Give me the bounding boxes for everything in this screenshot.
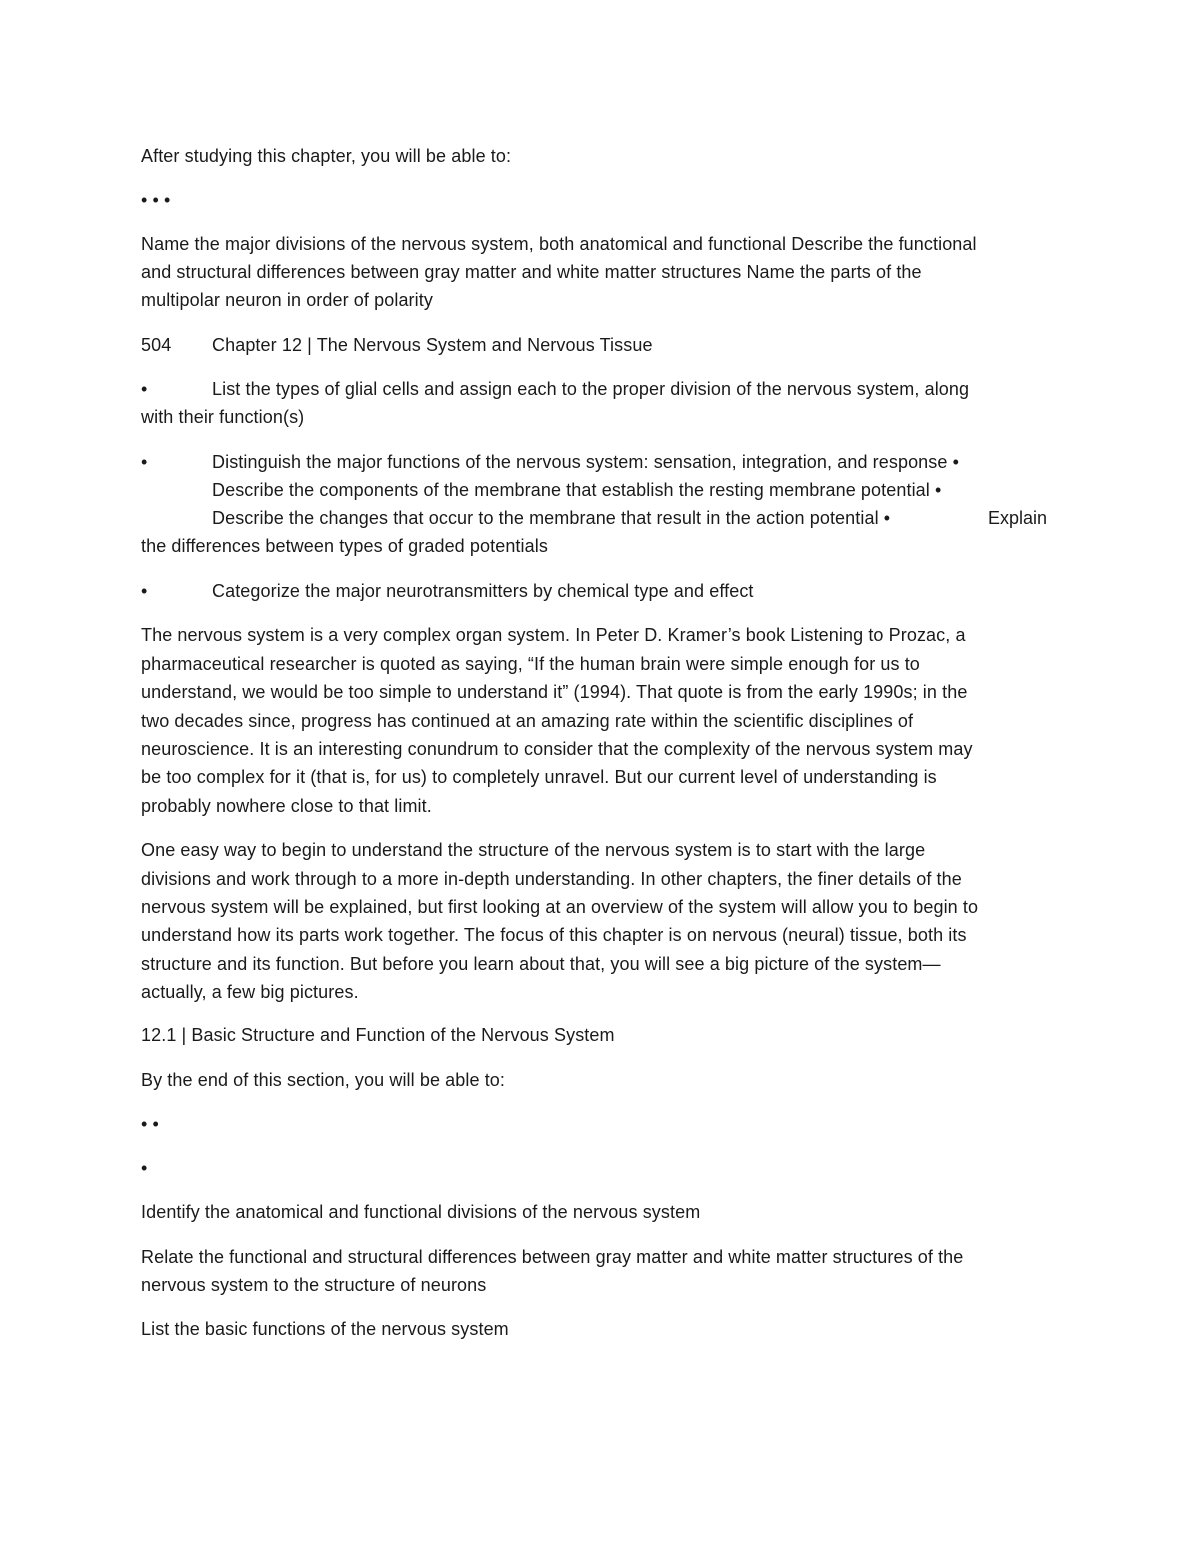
paragraph-line: be too complex for it (that is, for us) to completely unravel. But our current level of understanding is xyxy=(141,767,937,787)
objective-line: Relate the functional and structural differences between gray matter and white matter structures of the xyxy=(141,1247,964,1267)
bullet-row: • xyxy=(141,1158,148,1178)
paragraph-line: actually, a few big pictures. xyxy=(141,982,359,1002)
paragraph-line: two decades since, progress has continued at an amazing rate within the scientific disciplines of xyxy=(141,711,914,731)
paragraph-line: probably nowhere close to that limit. xyxy=(141,796,432,816)
section-objective: Identify the anatomical and functional divisions of the nervous system xyxy=(141,1202,701,1222)
objective-line: nervous system to the structure of neurons xyxy=(141,1275,487,1295)
bullet-row: • • xyxy=(141,1114,159,1134)
paragraph-line: understand, we would be too simple to understand it” (1994). That quote is from the early 1990s; in the xyxy=(141,682,968,702)
intro-heading: After studying this chapter, you will be able to: xyxy=(141,146,512,166)
section-objective: List the basic functions of the nervous system xyxy=(141,1319,509,1339)
page-number: 504 xyxy=(141,335,172,355)
chapter-title: Chapter 12 | The Nervous System and Nervous Tissue xyxy=(212,335,653,355)
objective-line: Categorize the major neurotransmitters by chemical type and effect xyxy=(212,581,754,601)
bullet-marker: • xyxy=(141,581,148,601)
paragraph-line: pharmaceutical researcher is quoted as saying, “If the human brain were simple enough for us to xyxy=(141,654,920,674)
objective-line: the differences between types of graded potentials xyxy=(141,536,548,556)
section-intro: By the end of this section, you will be able to: xyxy=(141,1070,506,1090)
objective-line-end: Explain xyxy=(988,508,1048,528)
objective-line: Describe the components of the membrane that establish the resting membrane potential • xyxy=(212,480,942,500)
bullet-row: • • • xyxy=(141,190,171,210)
paragraph-line: multipolar neuron in order of polarity xyxy=(141,290,433,310)
paragraph-line: neuroscience. It is an interesting conundrum to consider that the complexity of the nervous system may xyxy=(141,739,973,759)
section-heading: 12.1 | Basic Structure and Function of the Nervous System xyxy=(141,1025,615,1045)
objective-line: Describe the changes that occur to the membrane that result in the action potential • xyxy=(212,508,891,528)
paragraph-line: divisions and work through to a more in-depth understanding. In other chapters, the finer details of the xyxy=(141,869,962,889)
paragraph-line: understand how its parts work together. The focus of this chapter is on nervous (neural) tissue, both its xyxy=(141,925,967,945)
paragraph-line: structure and its function. But before you learn about that, you will see a big picture of the system— xyxy=(141,954,941,974)
paragraph-line: Name the major divisions of the nervous system, both anatomical and functional Describe the functional xyxy=(141,234,977,254)
objective-line: Distinguish the major functions of the nervous system: sensation, integration, and response • xyxy=(212,452,960,472)
bullet-marker: • xyxy=(141,452,148,472)
objective-line: with their function(s) xyxy=(141,407,305,427)
paragraph-line: The nervous system is a very complex organ system. In Peter D. Kramer’s book Listening to Prozac, a xyxy=(141,625,966,645)
paragraph-line: One easy way to begin to understand the structure of the nervous system is to start with the large xyxy=(141,840,926,860)
paragraph-line: nervous system will be explained, but first looking at an overview of the system will allow you to begin to xyxy=(141,897,979,917)
paragraph-line: and structural differences between gray matter and white matter structures Name the parts of the xyxy=(141,262,922,282)
objective-line: List the types of glial cells and assign each to the proper division of the nervous system, along xyxy=(212,379,970,399)
bullet-marker: • xyxy=(141,379,148,399)
